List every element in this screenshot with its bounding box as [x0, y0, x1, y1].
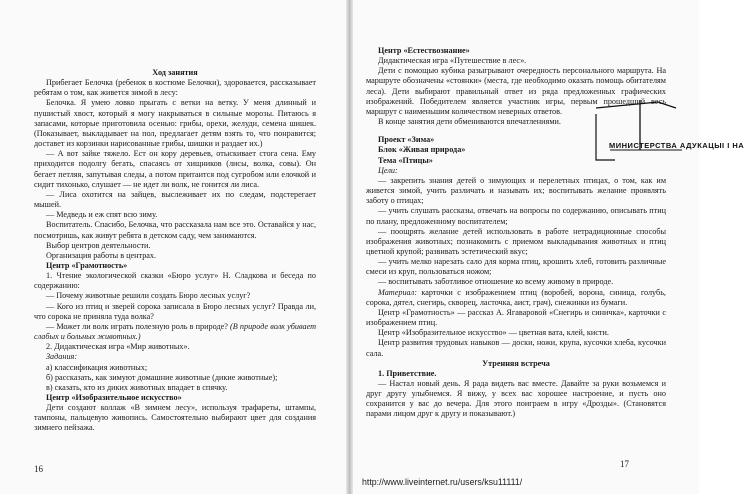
list-item: Задания:: [46, 352, 78, 362]
page-number-left: 16: [34, 464, 43, 474]
paragraph: Дети с помощью кубика разыгрывают очередность персонального маршрута. На маршруте обозначены «стоянки» (места, где необходимо оказать помощь обитателям леса). Дети выбирают правильный ответ из ряда предложенных графических изображений. Победителем является участник игры, первым прошедший весь маршрут с наименьшим количеством неверных ответов.: [366, 66, 666, 116]
page-number-right: 17: [620, 459, 629, 469]
paragraph: — Лиса охотится на зайцев, выслеживает их по следам, подстерегает мышей.: [34, 189, 316, 210]
paragraph: — Медведь и еж спят всю зиму.: [46, 210, 158, 220]
material-label: Материал:: [378, 287, 422, 297]
lesson-heading: Ход занятия: [152, 68, 198, 77]
goal-item: — закрепить знания детей о зимующих и перелетных птицах, о том, как им живется зимой, учить различать и называть их; воспитывать желание проявлять заботу о птицах;: [366, 175, 666, 206]
paragraph: — А вот зайке тяжело. Ест он кору деревьев, отыскивает стога сена. Ему приходится подолгу бегать, спасаясь от хищников (лисы, волка, совы). Он бегает петляя, запутывая следы, а потом притаится под сугробом или елочкой и сидит тихонько, слушает — не идет ли волк, не гонится ли лиса.: [34, 149, 316, 189]
paragraph: Белочка. Я умею ловко прыгать с ветки на ветку. У меня длинный и пушистый хвост, который я могу накрываться в сильные морозы. Питаюсь я запасами, которые приготовила осенью: грибы, орехи, желуди, семена шишек. (Показывает, выкладывает на пол, предлагает детям взять то, что понравится; доставет из корзинки нарисованные грибы, шишки и раздает их.): [34, 98, 316, 149]
material-text: карточки с изображением птиц (воробей, ворона, синица, голубь, сорока, дятел, снегирь, скворец, ласточка, аист, грач), снежинки из бумаги.: [366, 287, 666, 307]
project-title: Проект «Зима»: [378, 135, 435, 145]
center-item: Центр «Грамотность» — рассказ А. Ягаваровой «Снегирь и синичка», карточки с изображением птиц.: [366, 307, 666, 328]
list-item: — Почему животные решили создать Бюро лесных услуг?: [46, 291, 251, 301]
section-heading: Центр «Естествознание»: [378, 46, 470, 55]
paragraph: — Настал новый день. Я рада видеть вас вместе. Давайте за руки возьмемся и друг другу улыбнемся. Я вижу, у всех вас хорошее настроение, и пусть оно сохранится у вас до вечера. Для этого поиграем в игру «Дрозды». (Становятся парами лицом друг к другу и показывают.): [366, 379, 666, 419]
goals-label: Цели:: [378, 165, 398, 175]
goal-item: — воспитывать заботливое отношение ко всему живому в природе.: [378, 277, 614, 287]
section-heading: Центр «Грамотность»: [46, 260, 128, 270]
paragraph: Организация работы в центрах.: [46, 250, 157, 260]
goal-item: — учить слушать рассказы, отвечать на вопросы по содержанию, описывать птиц по плану, предложенному воспитателем;: [366, 206, 666, 226]
answer-text: (В природе волк убивает слабых и больных животных.): [34, 321, 317, 342]
paragraph: Дидактическая игра «Путешествие в лес».: [378, 56, 527, 66]
list-item: — Кого из птиц и зверей сорока записала в Бюро лесных услуг? Правда ли, что сорока не приняла туда волка?: [34, 301, 316, 321]
goal-item: — поощрять желание детей использовать в работе нетрадиционные способы изображения животных; познакомить с приемом выкладывания животных и птиц цветной крупой; развивать эстетический вкус;: [366, 226, 666, 256]
annotation-bracket: [596, 114, 615, 160]
paragraph: Выбор центров деятельности.: [46, 240, 151, 250]
theme-title: Тема «Птицы»: [378, 155, 433, 165]
paragraph: Дети создают коллаж «В зимнем лесу», используя трафареты, штампы, тампоны, пальцевую живопись. Самостоятельно выбирают цвет для создания зимнего пейзажа.: [34, 403, 316, 433]
list-item: в) сказать, кто из диких животных впадает в спячку.: [46, 382, 228, 392]
list-item: 2. Дидактическая игра «Мир животных».: [46, 342, 190, 352]
annotation-stamp-text: МИНИСТЕРСТВА АДУКАЦЫІ І НА: [609, 141, 744, 150]
paragraph: Прибегает Белочка (ребенок в костюме Белочки), здоровается, рассказывает ребятам о том, как живется зимой в лесу:: [34, 78, 316, 98]
block-title: Блок «Живая природа»: [378, 145, 466, 155]
paragraph: Воспитатель. Спасибо, Белочка, что рассказала нам все это. Оставайся у нас, посмотришь, как живут ребята в детском саду, чем занимаются.: [34, 220, 316, 240]
section-heading: Центр «Изобразительное искусство»: [46, 393, 182, 402]
annotation-line-top: [596, 102, 676, 108]
morning-heading: Утренняя встреча: [482, 358, 550, 368]
greeting-label: 1. Приветствие.: [378, 368, 437, 378]
center-item: Центр «Изобразительное искусство» — цветная вата, клей, кисти.: [378, 328, 609, 338]
goal-item: — учить мелко нарезать сало для корма птиц, крошить хлеб, готовить различные смеси из круп, пользоваться ножом;: [366, 257, 666, 277]
question-text: — Может ли волк играть полезную роль в природе?: [46, 321, 231, 331]
list-item: а) классификация животных;: [46, 362, 148, 372]
source-url[interactable]: http://www.liveinternet.ru/users/ksu11111/: [362, 477, 523, 487]
center-item: Центр развития трудовых навыков — доски, ножи, крупа, кусочки хлеба, кусочки сала.: [366, 338, 666, 358]
list-item: 1. Чтение экологической сказки «Бюро услуг» Н. Сладкова и беседа по содержанию:: [34, 271, 316, 291]
list-item: б) рассказать, как зимуют домашние животные (дикие животные);: [46, 372, 278, 382]
paragraph: В конце занятия дети обмениваются впечатлениями.: [378, 117, 561, 127]
